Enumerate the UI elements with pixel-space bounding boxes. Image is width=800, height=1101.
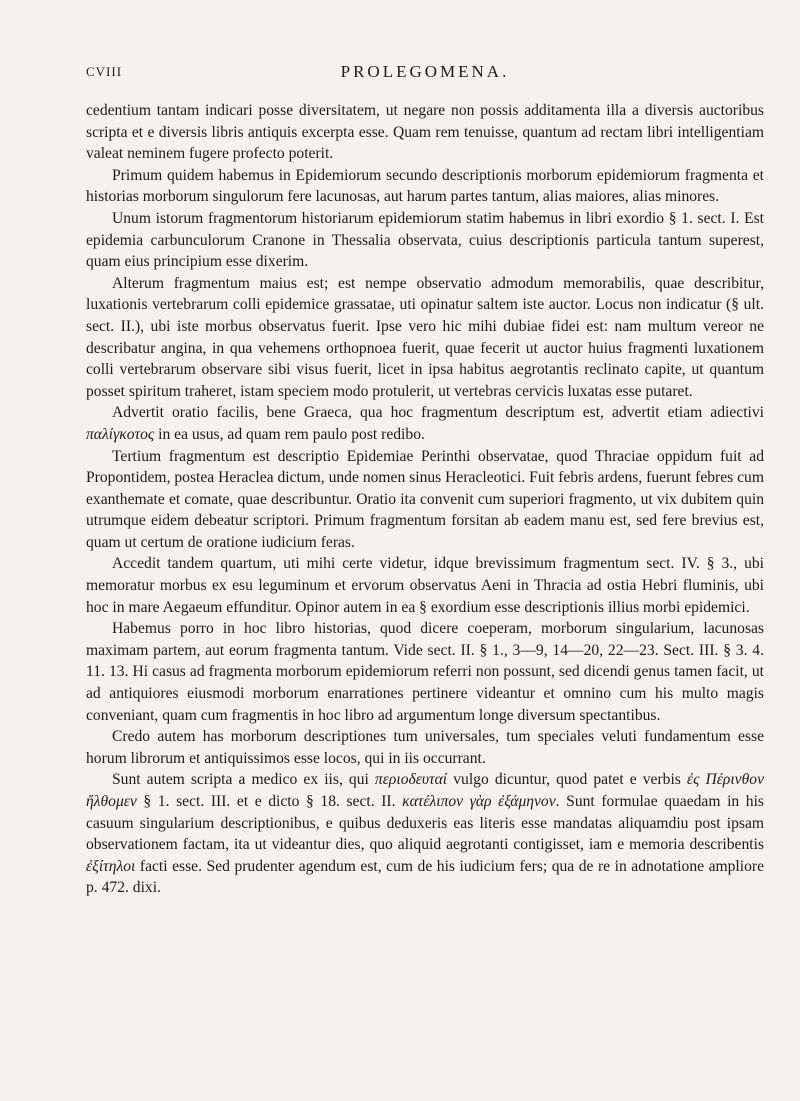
greek-phrase: περιοδευταί (374, 771, 448, 789)
text-run: Credo autem has morborum descriptiones tum universales, tum speciales veluti fundamentum esse horum librorum et antiquissimos esse locos, qui in iis occurrant. (86, 728, 764, 767)
paragraph (86, 100, 764, 165)
text-run: . Sunt formulae quaedam in his casuum singularium descriptionibus, e quibus deduxeris eas literis esse mandatas aliquamdiu post ipsam observationem factam, ita ut videantur dies, quo aliquid aegrotanti contigisset, iam e memoria describentis (86, 793, 764, 854)
paragraph (86, 618, 764, 726)
body-text (86, 100, 764, 899)
text-run: Alterum fragmentum maius est; est nempe observatio admodum memorabilis, quae describitur, luxationis vertebrarum colli epidemice grassatae, uti opinatur saltem iste auctor. Locus non indicatur (§ ult. sect. II.), ubi iste morbus observatus fuerit. Ipse vero hic mihi dubiae fidei est: nam multum vereor ne describatur angina, in qua vehemens orthopnoea fuerit, quae fecerit ut auctor huius fragmenti luxationem colli vertebrarum observare sibi visus fuerit, licet in ipsa habitus aegrotantis reclinato capite, ut quantum posset spiritum traheret, istam speciem modo protulerit, ut vertebras cervicis luxatas esse putaret. (86, 274, 764, 400)
text-run: vulgo dicuntur, quod patet e verbis (447, 771, 687, 789)
greek-phrase: παλίγκοτος (86, 425, 155, 443)
greek-phrase: κατέλιπον γὰρ ἐξάμηνον (402, 793, 556, 810)
paragraph (86, 726, 764, 769)
text-run: cedentium tantam indicari posse diversitatem, ut negare non possis additamenta illa a diversis auctoribus scripta et e diversis libris antiquis excerpta esse. Quam rem tenuisse, quantum ad rectam libri intelligentiam valeat neminem fugere profecto poterit. (86, 102, 764, 163)
text-run: Unum istorum fragmentorum historiarum epidemiorum statim habemus in libri exordio § 1. sect. I. Est epidemia carbunculorum Cranone in Thessalia observata, cuius descriptionis particula tantum superest, quam eius principium esse dixerim. (86, 209, 764, 271)
paragraph (86, 553, 764, 618)
paragraph (86, 769, 764, 899)
text-run: in ea usus, ad quam rem paulo post redibo. (154, 425, 425, 443)
page-number: CVIII (86, 64, 123, 79)
text-run: Sunt autem scripta a medico ex iis, qui (112, 771, 375, 789)
page-header (86, 60, 764, 90)
paragraph (86, 165, 764, 208)
text-run: Advertit oratio facilis, bene Graeca, qua hoc fragmentum descriptum est, advertit etiam adiectivi (112, 404, 764, 422)
running-title: PROLEGOMENA. (340, 62, 510, 81)
paragraph (86, 402, 764, 445)
text-run: Habemus porro in hoc libro historias, quod dicere coeperam, morborum singularium, lacunosas maximam partem, aut eorum fragmenta tantum. Vide sect. II. § 1., 3—9, 14—20, 22—23. Sect. III. § 3. 4. 11. 13. Hi casus ad fragmenta morborum epidemiorum referri non possunt, sed dicendi genus tamen facit, ut ad antiquiores eiusmodi morborum enarrationes pertinere videantur et omnino cum his multo magis conveniant, quam cum fragmentis in hoc libro ad argumentum longe diversum spectantibus. (86, 620, 764, 724)
text-run: Primum quidem habemus in Epidemiorum secundo descriptionis morborum epidemiorum fragmenta et historias morborum singulorum fere lacunosas, aut harum partes tantum, alias maiores, alias minores. (86, 166, 764, 206)
paragraph (86, 446, 764, 554)
greek-phrase: ἐς Πέρινθον ἤλθομεν (86, 771, 764, 810)
document-page (86, 60, 764, 899)
text-run: Tertium fragmentum est descriptio Epidemiae Perinthi observatae, quod Thraciae oppidum fuit ad Propontidem, postea Heraclea dictum, unde nomen sinus Heracleotici. Fuit febris ardens, fuerunt febres cum exanthemate et comate, quae describuntur. Oratio ita convenit cum superiori fragmento, ut vix dubitem quin utrumque eidem debeatur scriptori. Primum fragmentum forsitan ab eadem manu est, sed fere brevius est, quam ut certum de oratione iudicium feras. (86, 447, 764, 551)
paragraph (86, 208, 764, 273)
text-run: facti esse. Sed prudenter agendum est, cum de his iudicium fers; qua de re in adnotatione ampliore p. 472. dixi. (86, 857, 764, 897)
greek-phrase: ἐξίτηλοι (86, 857, 136, 875)
paragraph (86, 273, 764, 403)
text-run: Accedit tandem quartum, uti mihi certe videtur, idque brevissimum fragmentum sect. IV. § 3., ubi memoratur morbus ex esu leguminum et ervorum observatus Aeni in Thracia ad ostia Hebri fluminis, ubi hoc in mare Aegaeum effunditur. Opinor autem in ea § exordium esse descriptionis illius morbi epidemici. (86, 555, 764, 616)
text-run: § 1. sect. III. et e dicto § 18. sect. II. (136, 793, 403, 810)
